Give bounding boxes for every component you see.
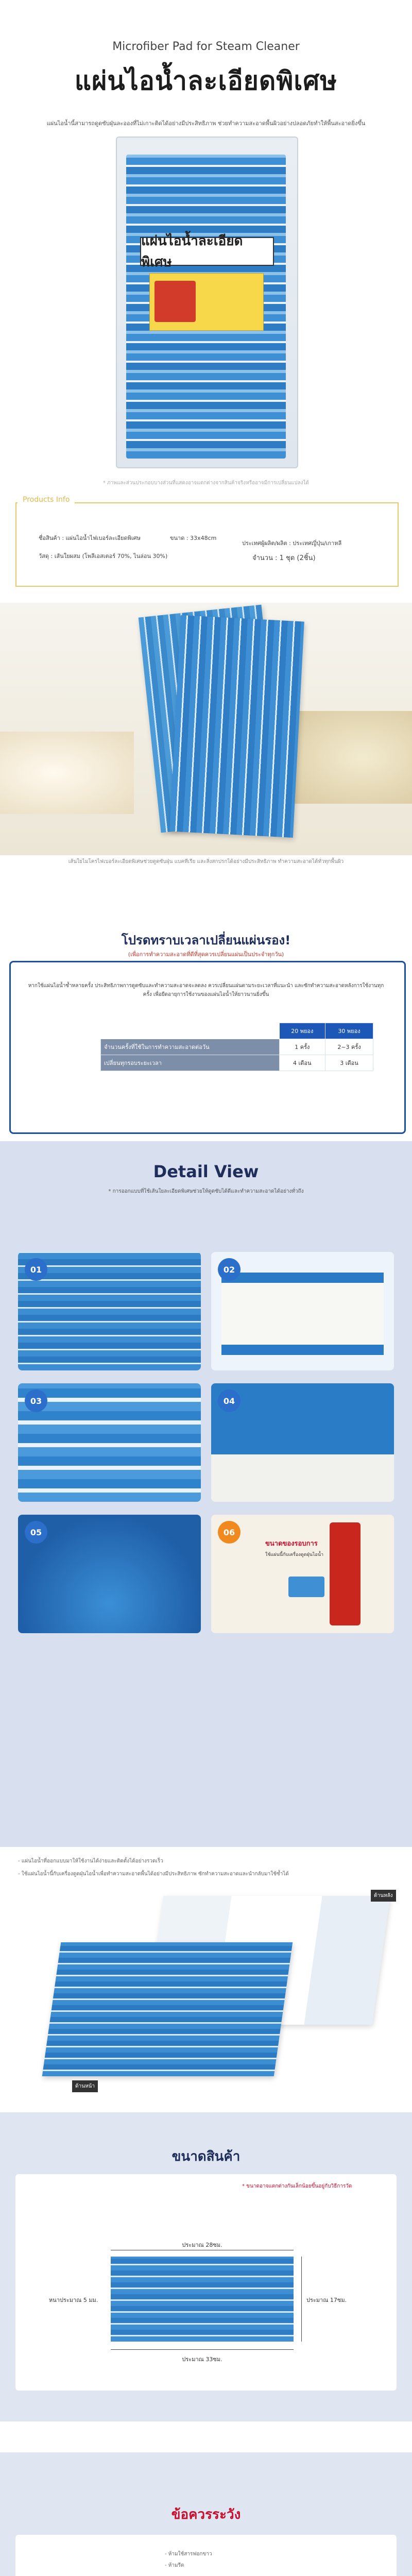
product-description: แผ่นไอน้ำนี้สามารถดูดซับฝุ่นละอองที่ไม่เกาะติดได้อย่างมีประสิทธิภาพ ช่วยทำความสะอาดพื้นผิวอย่างปลอดภัยทำให้พื้นสะอาดยิ่งขึ้น	[46, 120, 366, 127]
replacement-subtitle: (เพื่อการทำความสะอาดที่ดีที่สุดควรเปลี่ยนแผ่นเป็นประจำทุกวัน)	[128, 951, 284, 958]
table-cell: 3 เดือน	[325, 1055, 373, 1071]
pad-front-image	[42, 1942, 293, 2076]
size-pad-image	[111, 2257, 294, 2342]
info-size: ขนาด : 33x48cm	[170, 535, 217, 541]
table-row	[101, 1039, 373, 1055]
table-cell: จำนวนครั้งที่ใช้ในการทำความสะอาดต่อวัน	[101, 1039, 280, 1055]
package-label: แผ่นไอน้ำละเอียดพิเศษ	[140, 237, 274, 266]
product-th-title: แผ่นไอน้ำละเอียดพิเศษ	[74, 66, 338, 96]
table-row	[101, 1055, 373, 1071]
steam-mop-pad	[288, 1577, 324, 1597]
table-header-cell: 20 พยอง	[279, 1023, 325, 1039]
info-name: ชื่อสินค้า : แผ่นไอน้ำไฟเบอร์ละเอียดพิเศษ	[39, 535, 141, 541]
size-width-bottom: ประมาณ 33ซม.	[182, 2356, 222, 2363]
size-note: * ขนาดอาจแตกต่างกันเล็กน้อยขึ้นอยู่กับวิธีการวัด	[242, 2183, 352, 2189]
mop-head-left	[0, 732, 134, 814]
table-header-cell	[101, 1023, 280, 1039]
size-height: ประมาณ 17ซม.	[306, 2297, 347, 2303]
info-quantity: จำนวน : 1 ชุด (2ชิ้น)	[252, 554, 316, 562]
table-cell: เปลี่ยนทุกรอบระยะเวลา	[101, 1055, 280, 1071]
tile-02-white-area	[221, 1283, 384, 1345]
steam-mop-body	[330, 1522, 360, 1625]
table-cell: 4 เดือน	[279, 1055, 325, 1071]
pad-image-front	[169, 615, 304, 838]
pads-note-2: - ใช้แผ่นไอน้ำนี้กับเครื่องดูดฝุ่นไอน้ำเพื่อทำความสะอาดพื้นได้อย่างมีประสิทธิภาพ ซักทำความสะอาดและนำกลับมาใช้ซ้ำได้	[18, 1871, 289, 1877]
info-origin: ประเทศผู้ผลิต/ผลิต : ประเทศญี่ปุ่น/เกาหลี	[242, 540, 342, 547]
detail-number: 02	[218, 1258, 241, 1281]
tag-front: ด้านหน้า	[72, 2080, 98, 2092]
tag-back: ด้านหลัง	[371, 1890, 396, 1902]
size-title: ขนาดสินค้า	[171, 2149, 241, 2164]
product-en-title: Microfiber Pad for Steam Cleaner	[112, 40, 300, 53]
tile-02-top-band	[221, 1273, 384, 1283]
caution-item: - ห้ามรีด	[165, 2563, 184, 2568]
table-header-row	[101, 1023, 373, 1039]
size-width-bottom-line	[111, 2349, 294, 2350]
caution-title: ข้อควรระวัง	[171, 2507, 241, 2522]
replacement-title: โปรดทราบเวลาเปลี่ยนแผ่นรอง!	[121, 933, 291, 947]
replacement-text: หากใช้แผ่นไอน้ำซ้ำหลายครั้ง ประสิทธิภาพการดูดซับและทำความสะอาดจะลดลง ควรเปลี่ยนแผ่นตามระยะเวลาที่แนะนำ และซักทำความสะอาดหลังการใช้งานทุกครั้ง เพื่อยืดอายุการใช้งานของแผ่นไอน้ำให้ยาวนานยิ่งขึ้น	[28, 983, 384, 997]
tile-02-bottom-band	[221, 1345, 384, 1355]
size-height-line	[301, 2257, 302, 2342]
tile-06-title: ขนาดของรอบการ	[265, 1540, 318, 1548]
replacement-table	[100, 1023, 373, 1071]
caution-item: - ห้ามใช้สารฟอกขาว	[165, 2551, 212, 2557]
table-header-cell: 30 พยอง	[325, 1023, 373, 1039]
detail-number: 06	[218, 1521, 241, 1544]
size-thickness: หนาประมาณ 5 มม.	[49, 2297, 98, 2303]
detail-view-title: Detail View	[153, 1162, 259, 1181]
photo-caption: เส้นใยไมโครไฟเบอร์ละเอียดพิเศษช่วยดูดซับฝุ่น แบคทีเรีย และสิ่งสกปรกได้อย่างมีประสิทธิภาพ ทำความสะอาดได้ทั่วทุกพื้นผิว	[68, 859, 344, 865]
detail-number: 05	[25, 1521, 47, 1544]
size-width-top: ประมาณ 28ซม.	[182, 2242, 222, 2248]
detail-number: 03	[25, 1389, 47, 1412]
products-info-tab: Products Info	[18, 496, 75, 504]
package-note: * ภาพและส่วนประกอบบางส่วนที่แสดงอาจแตกต่างจากสินค้าจริงหรืออาจมีการเปลี่ยนแปลงได้	[102, 480, 310, 486]
detail-view-note: * การออกแบบที่ใช้เส้นใยละเอียดพิเศษช่วยให้ดูดซับได้ดีและทำความสะอาดได้อย่างทั่วถึง	[108, 1189, 304, 1194]
table-cell: 1 ครั้ง	[279, 1039, 325, 1055]
package-insert-steam-mop	[154, 281, 196, 322]
mop-head-right	[288, 711, 412, 804]
detail-number: 04	[218, 1389, 241, 1412]
detail-number: 01	[25, 1258, 47, 1281]
pads-note-1: - แผ่นไอน้ำที่ออกแบบมาให้ใช้งานได้ง่ายและติดตั้งได้อย่างรวดเร็ว	[18, 1858, 163, 1864]
tile-06-subtitle: ใช้แผ่นนี้กับเครื่องดูดฝุ่นไอน้ำ	[265, 1552, 324, 1557]
table-cell: 2~3 ครั้ง	[325, 1039, 373, 1055]
info-material: วัสดุ : เส้นใยผสม (โพลีเอสเตอร์ 70%, ไนล่อน 30%)	[39, 553, 168, 560]
